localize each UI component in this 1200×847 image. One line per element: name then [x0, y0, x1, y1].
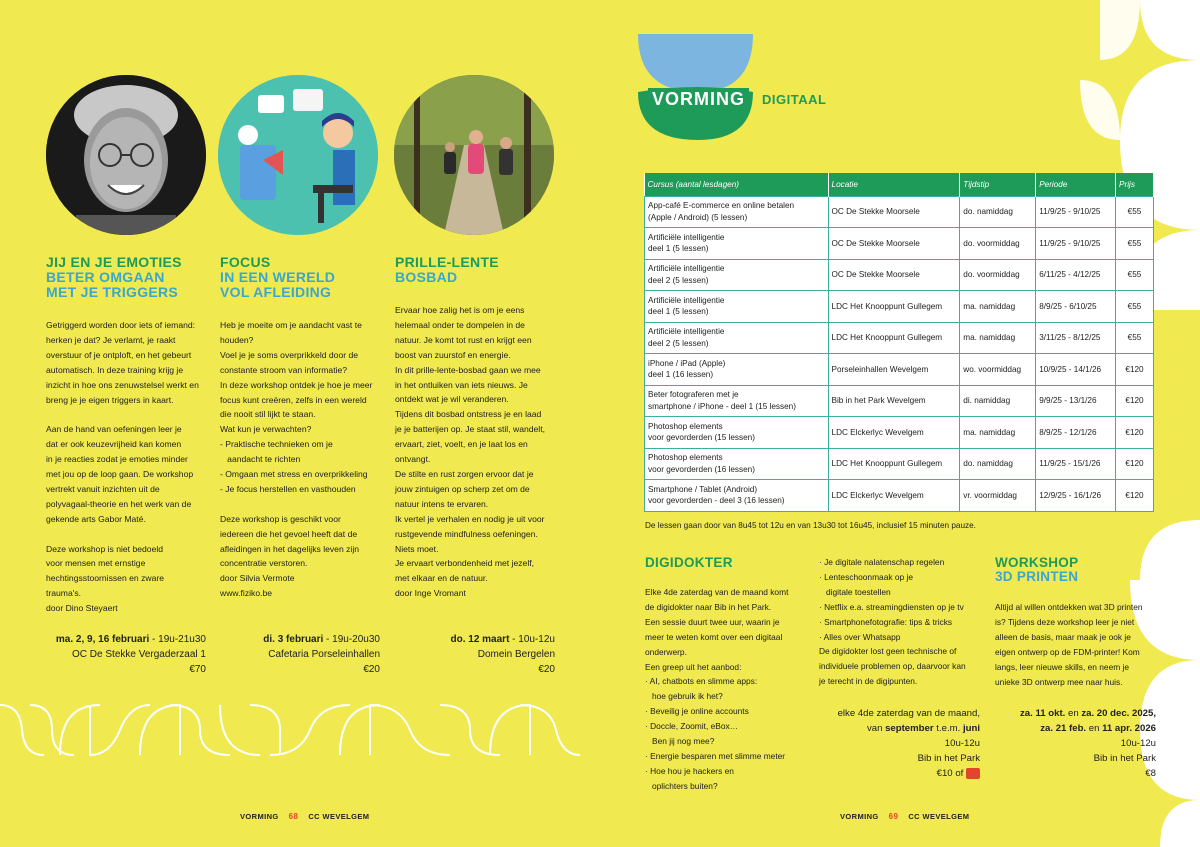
text-line: · Energie besparen met slimme meter — [645, 750, 786, 761]
cell-period: 8/9/25 - 12/1/26 — [1036, 417, 1116, 449]
text-line: Altijd al willen ontdekken wat 3D printen — [995, 602, 1143, 612]
text-line: Ben jij nog mee? — [645, 736, 715, 747]
text-line: afleidingen in het dagelijks leven zijn — [220, 543, 360, 554]
courses-table — [644, 173, 1154, 512]
text-line: polyvagaal-theorie en het werk van de — [46, 498, 192, 509]
cell-course — [645, 196, 829, 228]
cell-price: €120 — [1116, 354, 1154, 386]
table-row — [645, 448, 1154, 480]
bosbad-title: PRILLE-LENTE — [395, 254, 499, 270]
digidokter-event — [780, 706, 980, 781]
text-line: dat er ook keuzevrijheid kan komen — [46, 439, 182, 450]
text-line: meer te weten komt over een digitaal — [645, 631, 783, 642]
cell-location: LDC Het Knooppunt Gullegem — [828, 448, 960, 480]
text-line: · Smartphonefotografie: tips & tricks — [819, 616, 953, 627]
focus-heading — [220, 255, 386, 300]
text-line: helemaal onder te dompelen in de — [395, 319, 525, 330]
cell-price: €55 — [1116, 228, 1154, 260]
text-line: vertrekt vanuit inzichten uit de — [46, 483, 160, 494]
text-line: ontdekt wat je wil veranderen. — [395, 394, 509, 405]
cell-course — [645, 322, 829, 354]
table-row — [645, 196, 1154, 228]
cell-course — [645, 291, 829, 323]
text-line: in je reacties zodat je emoties minder — [46, 454, 188, 465]
text-line: die nooit stil lijkt te staan. — [220, 409, 316, 420]
table-row — [645, 291, 1154, 323]
cell-time: do. voormiddag — [960, 259, 1036, 291]
text-line: individuele problemen op, daarvoor kan — [819, 661, 966, 672]
paragraph — [220, 318, 386, 497]
heading-shapes — [638, 32, 758, 142]
cell-price: €55 — [1116, 196, 1154, 228]
cell-price: €120 — [1116, 480, 1154, 512]
text-line: gekende arts Gabor Maté. — [46, 513, 146, 524]
workshop-title: WORKSHOP — [995, 555, 1079, 570]
emotions-heading — [46, 255, 212, 300]
cell-price: €120 — [1116, 385, 1154, 417]
cell-time: vr. voormiddag — [960, 480, 1036, 512]
text-line: herken je dat? Je verlamt, je raakt — [46, 334, 176, 345]
bosbad-place: Domein Bergelen — [477, 649, 555, 660]
text-line: · AI, chatbots en slimme apps: — [645, 676, 758, 687]
workshop-date-1: za. 11 okt. — [1019, 708, 1066, 719]
table-row — [645, 322, 1154, 354]
text-line: automatisch. In deze training krijg je — [46, 364, 184, 375]
cell-time: do. namiddag — [960, 448, 1036, 480]
text-line: Deze workshop is niet bedoeld — [46, 543, 164, 554]
cell-location: Bib in het Park Wevelgem — [828, 385, 960, 417]
course-line: deel 2 (5 lessen) — [648, 338, 709, 348]
text-line: Tijdens dit bosbad ontstress je en laad — [395, 409, 542, 420]
course-line: smartphone / iPhone - deel 1 (15 lessen) — [648, 401, 796, 411]
table-row — [645, 417, 1154, 449]
focus-body — [220, 318, 386, 601]
course-line: deel 1 (5 lessen) — [648, 307, 709, 317]
text-line: met elkaar en de natuur. — [395, 573, 488, 584]
cell-period: 6/11/25 - 4/12/25 — [1036, 259, 1116, 291]
focus-illustration — [218, 75, 378, 235]
text-line: is? Tijdens deze workshop leer je niet — [995, 616, 1135, 627]
text-line: eigen ontwerp op de FDM-printer! Kom — [995, 646, 1140, 657]
focus-price: €20 — [363, 664, 380, 675]
workshop-event-place: Bib in het Park — [1093, 753, 1156, 764]
digidokter-event-end: juni — [962, 723, 980, 734]
bosbad-date: do. 12 maart — [450, 634, 510, 645]
text-line: De digidokter lost geen technische of — [819, 646, 957, 657]
digidokter-event-time: 10u-12u — [944, 738, 980, 749]
text-line: Getriggerd worden door iets of iemand: — [46, 320, 196, 330]
cell-course — [645, 480, 829, 512]
course-line: Beter fotograferen met je — [648, 390, 739, 400]
cell-location: LDC Elckerlyc Wevelgem — [828, 417, 960, 449]
table-row — [645, 354, 1154, 386]
cell-period: 12/9/25 - 16/1/26 — [1036, 480, 1116, 512]
cell-period: 9/9/25 - 13/1/26 — [1036, 385, 1116, 417]
workshop-en-1: en — [1065, 708, 1082, 719]
text-line: natuur intens te ervaren. — [395, 498, 489, 509]
cell-period: 8/9/25 - 6/10/25 — [1036, 291, 1116, 323]
workshop-date-4: 11 apr. 2026 — [1102, 723, 1156, 734]
cell-period: 11/9/25 - 15/1/26 — [1036, 448, 1116, 480]
emotions-time: - 19u-21u30 — [149, 634, 206, 645]
heading-sub: DIGITAAL — [762, 92, 827, 107]
paragraph — [46, 318, 212, 407]
course-line: Smartphone / Tablet (Android) — [648, 484, 758, 494]
cell-time: do. namiddag — [960, 196, 1036, 228]
bosbad-price: €20 — [538, 664, 555, 675]
text-line: · Lenteschoonmaak op je — [819, 571, 914, 582]
workshop-date-2: za. 20 dec. 2025, — [1081, 708, 1156, 719]
workshop-subtitle: 3D PRINTEN — [995, 569, 1079, 584]
text-line: je je batterijen op. Je staat stil, wandelt, — [395, 424, 545, 435]
digidokter-event-pre: van — [866, 723, 886, 734]
cell-location: LDC Het Knooppunt Gullegem — [828, 291, 960, 323]
digidokter-title: DIGIDOKTER — [645, 555, 733, 570]
cell-course — [645, 448, 829, 480]
lessons-note: De lessen gaan door van 8u45 tot 12u en van 13u30 tot 16u45, inclusief 15 minuten pauze. — [645, 521, 976, 530]
emotions-event — [40, 632, 206, 677]
workshop-event-time: 10u-12u — [1120, 738, 1156, 749]
text-line: trauma's. — [46, 588, 82, 599]
text-line: · Hoe hou je hackers en — [645, 765, 734, 776]
text-line: - Je focus herstellen en vasthouden — [220, 483, 356, 494]
course-line: Artificiële intelligentie — [648, 295, 725, 305]
emotions-title: JIJ EN JE EMOTIES — [46, 254, 182, 270]
course-line: Photoshop elements — [648, 453, 723, 463]
text-line: digitale toestellen — [819, 586, 891, 597]
footer-right-label: VORMING — [840, 812, 879, 821]
text-line: Je ervaart verbondenheid met jezelf, — [395, 558, 535, 569]
text-line: Aan de hand van oefeningen leer je — [46, 424, 182, 435]
course-line: deel 1 (5 lessen) — [648, 244, 709, 254]
paragraph — [46, 422, 212, 526]
portrait-photo — [46, 75, 206, 235]
cell-course — [645, 354, 829, 386]
text-line: ontvangt. — [395, 454, 431, 465]
text-line: Niets moet. — [395, 543, 439, 554]
text-line: · Alles over Whatsapp — [819, 631, 901, 642]
course-line: (Apple / Android) (5 lessen) — [648, 212, 748, 222]
digidokter-event-line1: elke 4de zaterdag van de maand, — [837, 708, 980, 719]
cell-location: Porseleinhallen Wevelgem — [828, 354, 960, 386]
header-time: Tijdstip — [960, 173, 1036, 196]
text-line: - Praktische technieken om je — [220, 439, 333, 450]
course-line: voor gevorderden - deel 3 (16 lessen) — [648, 496, 785, 506]
text-line: jouw zintuigen op scherp zet om de — [395, 483, 530, 494]
text-line: voor mensen met ernstige — [46, 558, 146, 569]
digidokter-event-mid: t.e.m. — [933, 723, 963, 734]
course-line: voor gevorderden (16 lessen) — [648, 464, 755, 474]
bosbad-heading — [395, 255, 561, 285]
text-line: constante stroom van informatie? — [220, 364, 348, 375]
focus-event — [214, 632, 380, 677]
text-line: Een greep uit het aanbod: — [645, 661, 742, 672]
decorative-pattern — [0, 700, 600, 760]
footer-left-label: VORMING — [240, 812, 279, 821]
text-line: langs, leer nieuwe skills, en neem je — [995, 661, 1130, 672]
table-row — [645, 480, 1154, 512]
text-line: hechtingsstoornissen en zware — [46, 573, 164, 584]
emotions-price: €70 — [189, 664, 206, 675]
focus-time: - 19u-20u30 — [323, 634, 380, 645]
header-period: Periode — [1036, 173, 1116, 196]
cell-time: ma. namiddag — [960, 291, 1036, 323]
text-line: concentratie verstoren. — [220, 558, 308, 569]
digidokter-body-b — [819, 555, 989, 689]
focus-place: Cafetaria Porseleinhallen — [268, 649, 380, 660]
bosbad-subtitle: BOSBAD — [395, 269, 458, 285]
cell-course — [645, 259, 829, 291]
text-line: je terecht in de digipunten. — [819, 676, 918, 687]
emotions-place: OC De Stekke Vergaderzaal 1 — [72, 649, 206, 660]
table-row — [645, 259, 1154, 291]
right-page — [600, 0, 1200, 847]
cell-location: OC De Stekke Moorsele — [828, 228, 960, 260]
focus-subtitle-1: IN EEN WERELD — [220, 269, 336, 285]
text-line: iedereen die het gevoel heeft dat de — [220, 528, 358, 539]
cell-time: ma. namiddag — [960, 322, 1036, 354]
course-line: voor gevorderden (15 lessen) — [648, 433, 755, 443]
cell-time: ma. namiddag — [960, 417, 1036, 449]
cell-location: LDC Elckerlyc Wevelgem — [828, 480, 960, 512]
text-line: door Silvia Vermote — [220, 573, 295, 584]
text-line: aandacht te richten — [220, 454, 301, 465]
text-line: onderwerp. — [645, 646, 687, 657]
cell-location: LDC Het Knooppunt Gullegem — [828, 322, 960, 354]
text-line: Ik vertel je verhalen en nodig je uit voor — [395, 513, 545, 524]
bosbad-event — [389, 632, 555, 677]
header-course: Cursus (aantal lesdagen) — [645, 173, 829, 196]
bosbad-time: - 10u-12u — [509, 634, 555, 645]
cell-price: €55 — [1116, 259, 1154, 291]
cell-time: do. voormiddag — [960, 228, 1036, 260]
footer-left-brand: CC WEVELGEM — [308, 812, 370, 821]
table-row — [645, 385, 1154, 417]
text-line: · Netflix e.a. streamingdiensten op je tv — [819, 601, 964, 612]
bosbad-body — [395, 303, 561, 601]
text-line: De stilte en rust zorgen ervoor dat je — [395, 468, 534, 479]
text-line: oplichters buiten? — [645, 780, 718, 791]
workshop-body — [995, 600, 1170, 689]
text-line: de digidokter naar Bib in het Park. — [645, 601, 772, 612]
cell-period: 10/9/25 - 14/1/26 — [1036, 354, 1116, 386]
digidokter-event-place: Bib in het Park — [917, 753, 980, 764]
focus-date: di. 3 februari — [263, 634, 324, 645]
text-line: · Beveilig je online accounts — [645, 706, 749, 717]
text-line: in het ontluiken van iets nieuws. Je — [395, 379, 528, 390]
workshop-event-price: €8 — [1145, 768, 1156, 779]
paragraph — [220, 512, 386, 601]
paragraph — [395, 303, 561, 601]
header-location: Locatie — [828, 173, 960, 196]
text-line: boost van zuurstof en energie. — [395, 349, 511, 360]
course-line: Artificiële intelligentie — [648, 232, 725, 242]
text-line: natuur. Je komt tot rust en krijgt een — [395, 334, 532, 345]
footer-right-page: 69 — [888, 812, 899, 821]
heading-tag: VORMING — [648, 88, 749, 111]
text-line: In deze workshop ontdek je hoe je meer — [220, 379, 373, 390]
text-line: · Je digitale nalatenschap regelen — [819, 557, 945, 567]
text-line: houden? — [220, 334, 254, 345]
focus-subtitle-2: VOL AFLEIDING — [220, 284, 332, 300]
text-line: Elke 4de zaterdag van de maand komt — [645, 587, 789, 597]
course-line: deel 2 (5 lessen) — [648, 275, 709, 285]
text-line: unieke 3D ontwerp mee naar huis. — [995, 676, 1123, 687]
text-line: Wat kun je verwachten? — [220, 424, 312, 435]
footer-left-page: 68 — [288, 812, 299, 821]
course-line: deel 1 (16 lessen) — [648, 370, 714, 380]
text-line: hoe gebruik ik het? — [645, 691, 723, 702]
course-line: App-café E-commerce en online betalen — [648, 201, 795, 211]
text-line: Voel je je soms overprikkeld door de — [220, 349, 359, 360]
text-line: - Omgaan met stress en overprikkeling — [220, 469, 368, 480]
text-line: alleen de basis, maar maak je ook je — [995, 631, 1131, 642]
cell-price: €55 — [1116, 322, 1154, 354]
cell-course — [645, 385, 829, 417]
text-line: Deze workshop is geschikt voor — [220, 513, 341, 524]
text-line: www.fiziko.be — [220, 588, 273, 599]
text-line: door Dino Steyaert — [46, 603, 118, 614]
table-header-row — [645, 173, 1154, 196]
cell-course — [645, 417, 829, 449]
text-line: inzicht in hoe ons zenuwstelsel werkt en — [46, 379, 199, 390]
workshop-event — [970, 706, 1156, 781]
forest-photo — [394, 75, 554, 235]
course-line: iPhone / iPad (Apple) — [648, 358, 726, 368]
text-line: door Inge Vromant — [395, 588, 466, 599]
footer-left — [240, 812, 369, 821]
course-line: Artificiële intelligentie — [648, 264, 725, 274]
table-row — [645, 228, 1154, 260]
workshop-date-3: za. 21 feb. — [1040, 723, 1087, 734]
cell-time: wo. voormiddag — [960, 354, 1036, 386]
cell-period: 3/11/25 - 8/12/25 — [1036, 322, 1116, 354]
cell-time: di. namiddag — [960, 385, 1036, 417]
workshop-en-2: en — [1086, 723, 1103, 734]
text-line: focus kunt creëren, zelfs in een wereld — [220, 394, 367, 405]
footer-right — [840, 812, 969, 821]
emotions-date: ma. 2, 9, 16 februari — [55, 634, 150, 645]
focus-title: FOCUS — [220, 254, 271, 270]
cell-location: OC De Stekke Moorsele — [828, 196, 960, 228]
paragraph — [46, 542, 212, 617]
workshop-heading — [995, 556, 1078, 584]
text-line: Heb je moeite om je aandacht vast te — [220, 320, 362, 330]
cell-price: €55 — [1116, 291, 1154, 323]
course-line: Artificiële intelligentie — [648, 327, 725, 337]
cell-price: €120 — [1116, 448, 1154, 480]
text-line: met jou op de loop gaan. De workshop — [46, 469, 194, 480]
cell-period: 11/9/25 - 9/10/25 — [1036, 228, 1116, 260]
cell-location: OC De Stekke Moorsele — [828, 259, 960, 291]
text-line: overstuur of je ontploft, en het gebeurt — [46, 349, 192, 360]
text-line: ervaart, ziet, voelt, en je laat los en — [395, 439, 528, 450]
text-line: breng je je eigen triggers in kaart. — [46, 394, 174, 405]
text-line: Een sessie duurt twee uur, waarin je — [645, 616, 780, 627]
emotions-body — [46, 318, 212, 616]
cell-course — [645, 228, 829, 260]
course-line: Photoshop elements — [648, 421, 723, 431]
header-price: Prijs — [1116, 173, 1154, 196]
text-line: In dit prille-lente-bosbad gaan we mee — [395, 364, 541, 375]
digidokter-event-price: €10 of — [936, 768, 964, 779]
cell-period: 11/9/25 - 9/10/25 — [1036, 196, 1116, 228]
emotions-subtitle-2: MET JE TRIGGERS — [46, 284, 179, 300]
text-line: Ervaar hoe zalig het is om je eens — [395, 305, 525, 315]
footer-right-brand: CC WEVELGEM — [908, 812, 970, 821]
cell-price: €120 — [1116, 417, 1154, 449]
emotions-subtitle-1: BETER OMGAAN — [46, 269, 165, 285]
text-line: · Doccle, Zoomit, eBox… — [645, 721, 739, 732]
digidokter-event-start: september — [885, 723, 934, 734]
text-line: rustgevende mindfulness oefeningen. — [395, 528, 538, 539]
